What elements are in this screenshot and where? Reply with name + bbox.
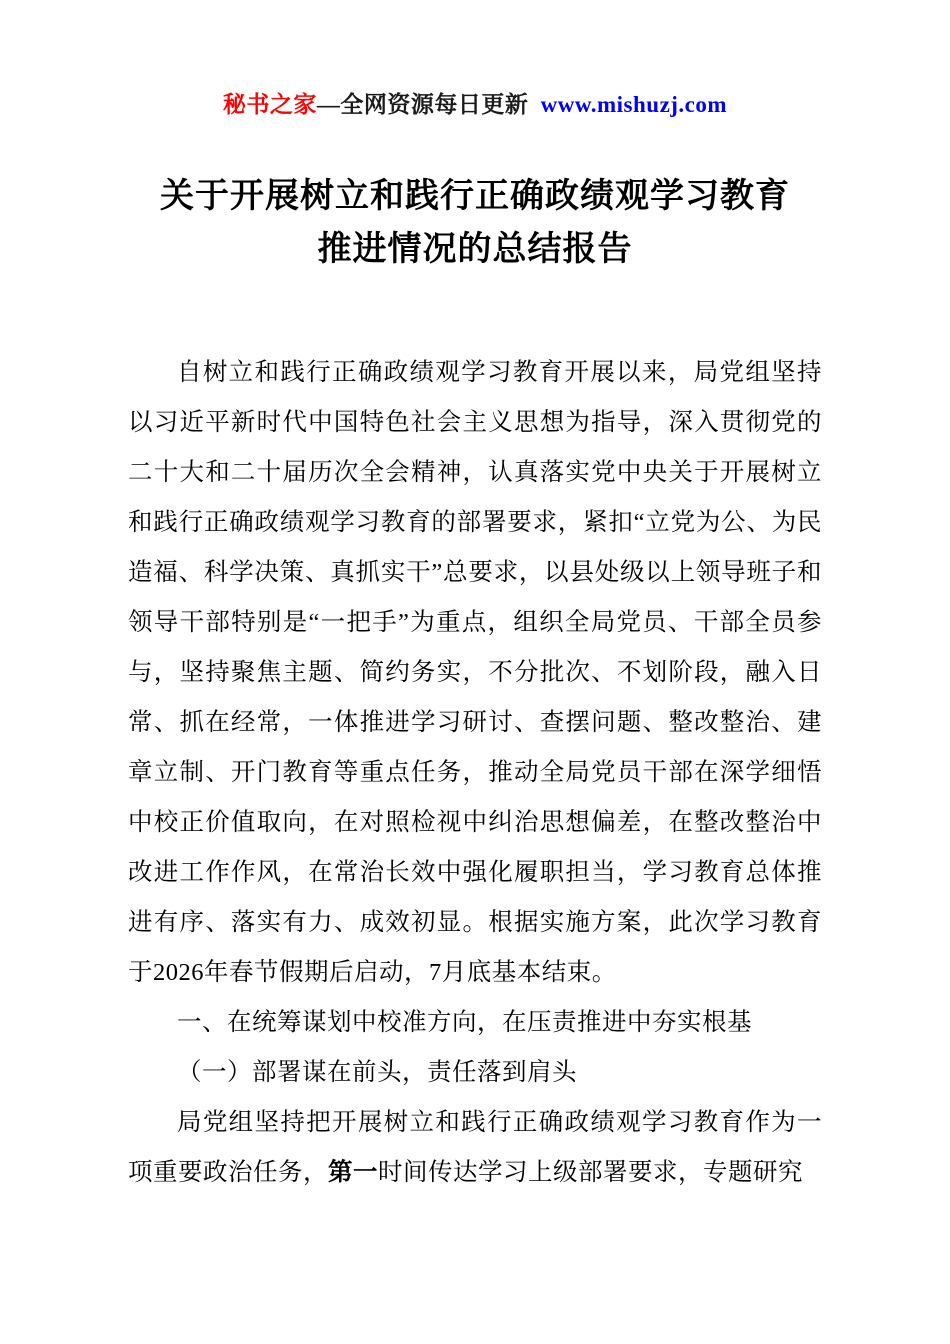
body-text: 一、在统筹谋划中校准方向，在压责推进中夯实根基 xyxy=(177,1009,752,1037)
section-heading xyxy=(128,998,822,1048)
document-body xyxy=(128,348,822,1198)
title-line-2: 推进情况的总结报告 xyxy=(317,230,633,268)
paragraph xyxy=(128,1098,822,1198)
site-header xyxy=(0,0,950,119)
document-title xyxy=(100,171,850,276)
body-text: 时间传达学习上级部署要求，专题研究 xyxy=(378,1159,803,1187)
title-line-1: 关于开展树立和践行正确政绩观学习教育 xyxy=(160,178,790,215)
body-text: 局党组坚持把开展树立和践行正确政绩观学习教育作为一项重要政治任务， xyxy=(128,1109,822,1187)
site-brand: 秘书之家 xyxy=(222,92,317,117)
body-text: （一）部署谋在前头，责任落到肩头 xyxy=(177,1059,577,1087)
body-text: 自树立和践行正确政绩观学习教育开展以来，局党组坚持以习近平新时代中国特色社会主义思想为指导，深入贯彻党的二十大和二十届历次全会精神，认真落实党中央关于开展树立和践行正确政绩观学习教育的部署要求，紧扣“立党为公、为民造福、科学决策、真抓实干”总要求，以县处级以上领导班子和领导干部特别是“一把手”为重点，组织全局党员、干部全员参与，坚持聚焦主题、简约务实，不分批次、不划阶段，融入日常、抓在经常，一体推进学习研讨、查摆问题、整改整治、建章立制、开门教育等重点任务，推动全局党员干部在深学细悟中校正价值取向，在对照检视中纠治思想偏差，在整改整治中改进工作作风，在常治长效中强化履职担当，学习教育总体推进有序、落实有力、成效初显。根据实施方案，此次学习教育于2026年春节假期后启动，7月底基本结束。 xyxy=(128,359,822,987)
sub-heading xyxy=(128,1048,822,1098)
site-tagline: —全网资源每日更新 xyxy=(316,92,529,117)
site-url[interactable]: www.mishuzj.com xyxy=(540,92,728,117)
emphasized-text: 第一 xyxy=(328,1159,378,1187)
paragraph xyxy=(128,348,822,998)
